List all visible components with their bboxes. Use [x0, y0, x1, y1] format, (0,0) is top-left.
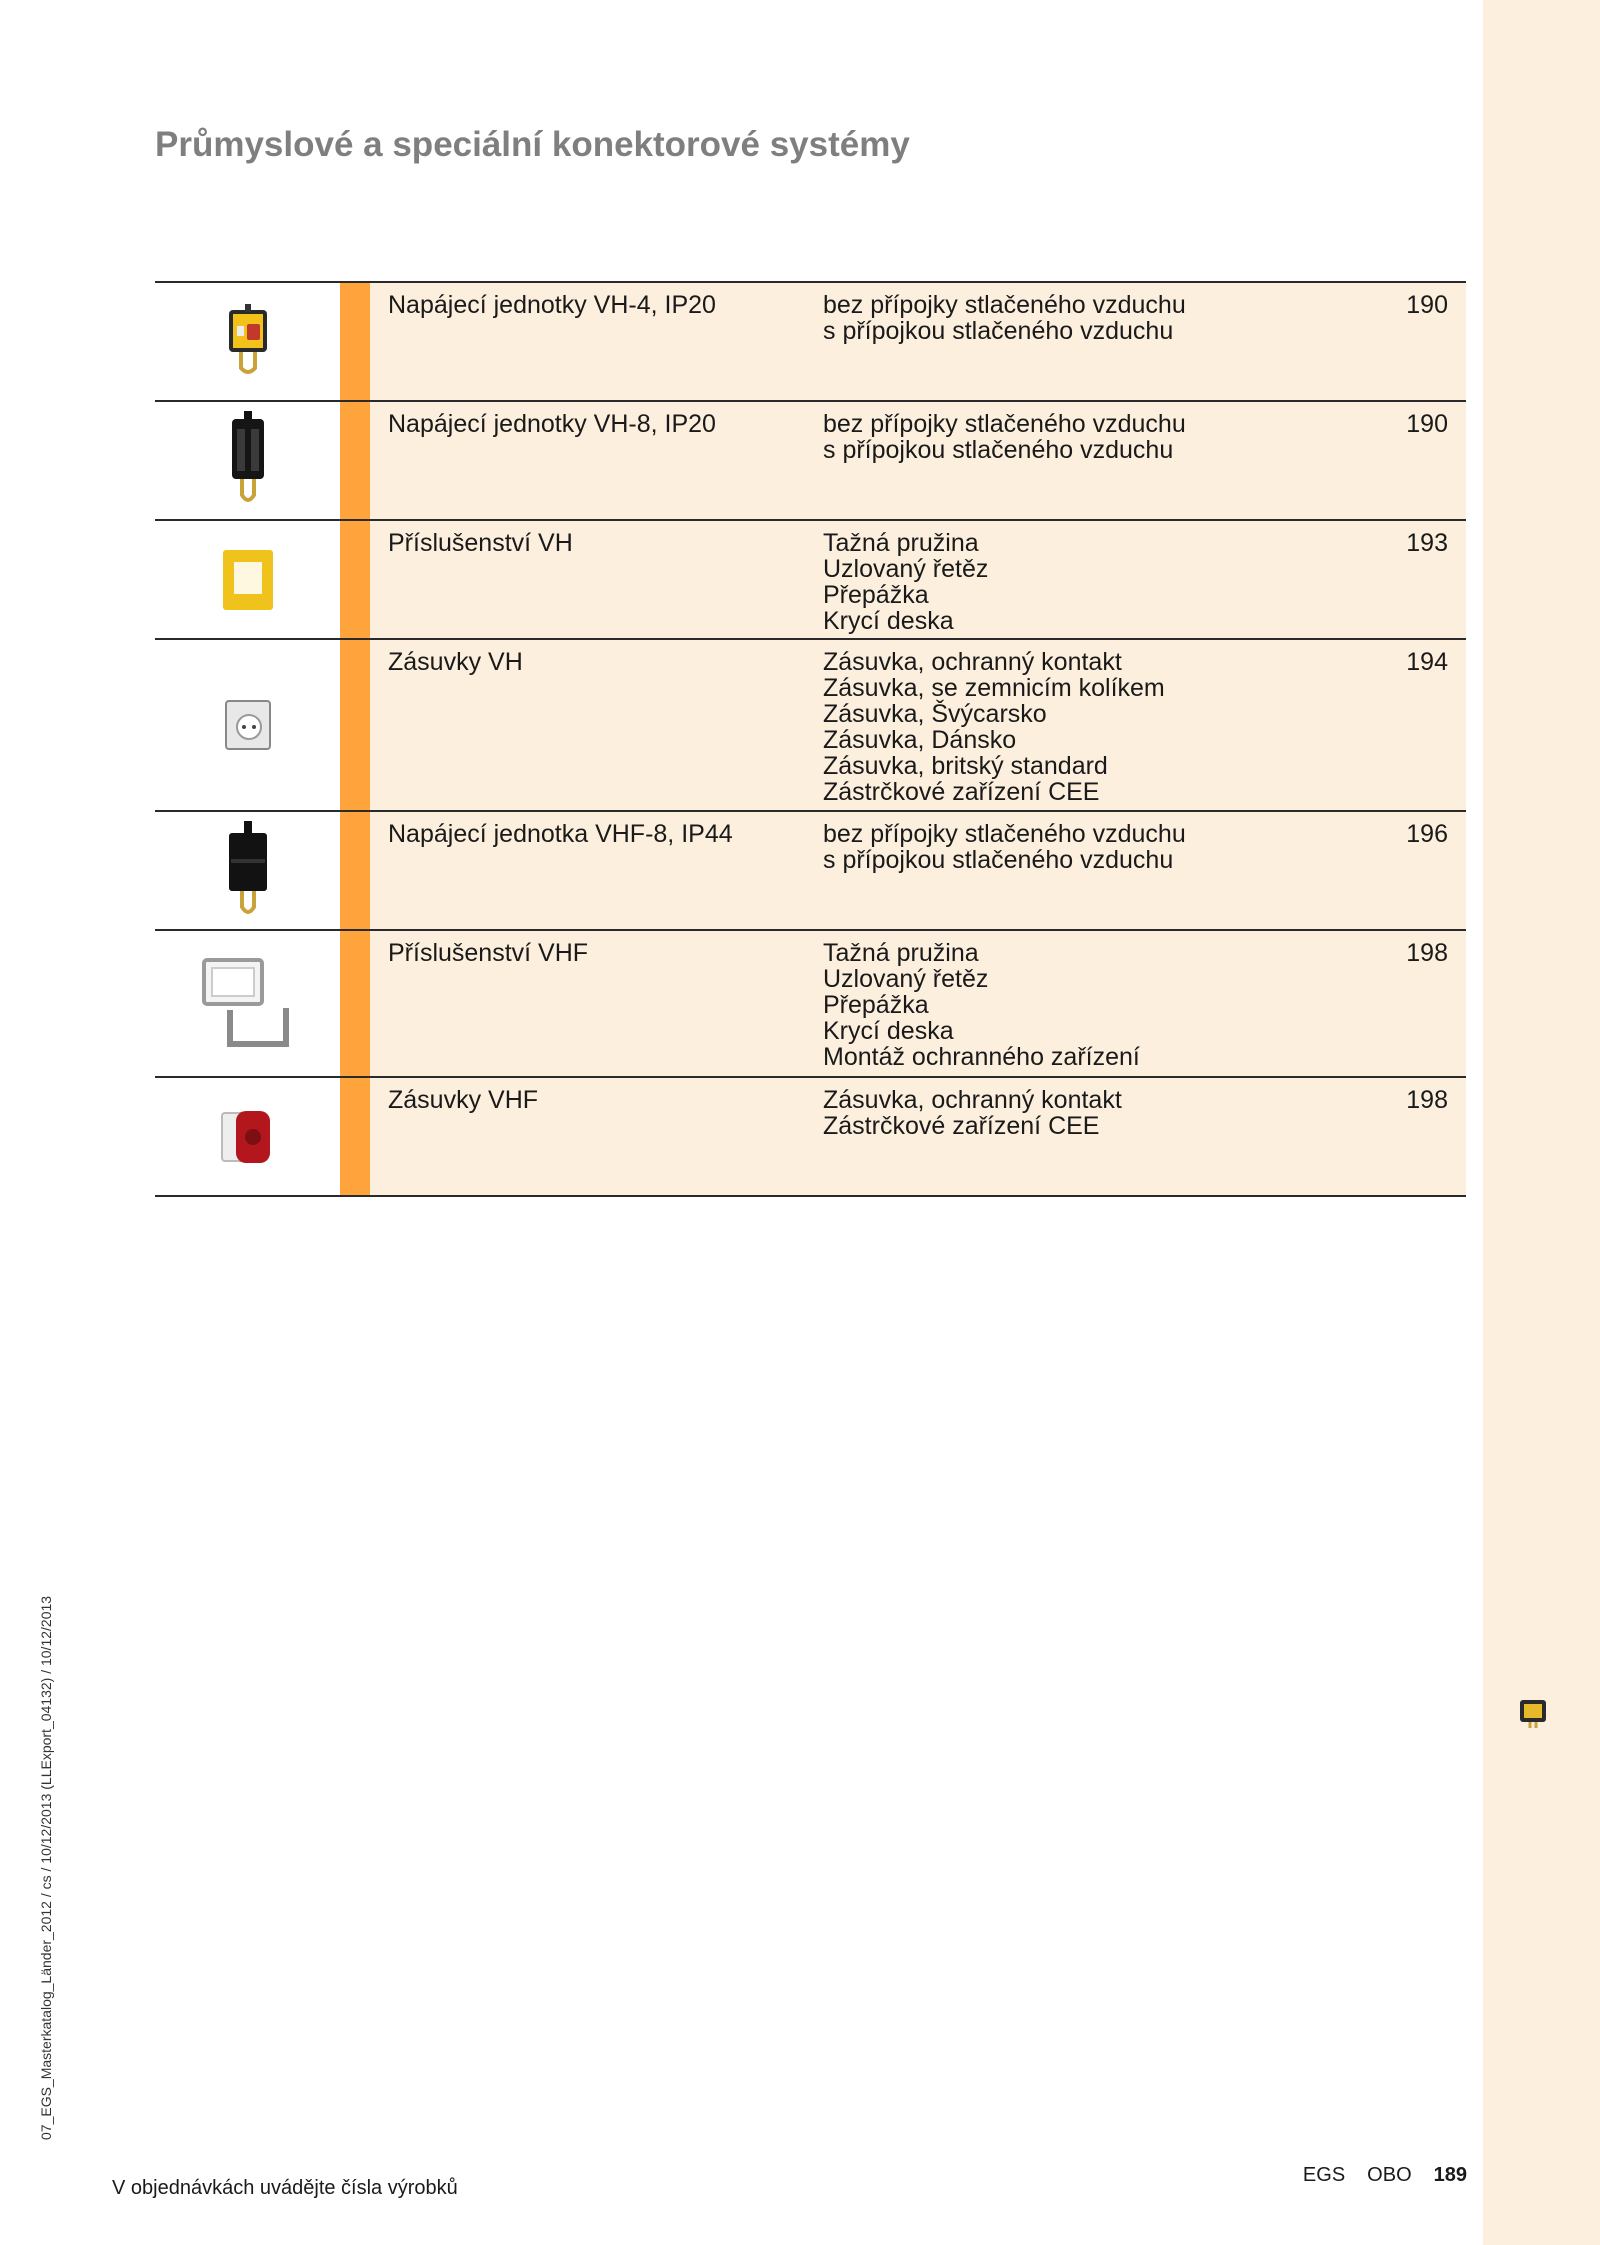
product-name: Napájecí jednotka VHF-8, IP44 [388, 820, 733, 848]
description-line: s přípojkou stlačeného vzduchu [823, 317, 1174, 345]
vertical-file-reference: 07_EGS_Masterkatalog_Länder_2012 / cs / 10/12/2013 (LLExport_04132) / 10/12/2013 [38, 1595, 54, 2140]
orange-accent-bar [340, 521, 370, 638]
page-number: 189 [1433, 2164, 1467, 2186]
page-reference: 190 [1406, 410, 1448, 438]
orange-accent-bar [340, 402, 370, 519]
page-reference: 194 [1406, 648, 1448, 676]
product-description [823, 640, 1323, 810]
description-line: Uzlovaný řetěz [823, 965, 989, 993]
description-line: s přípojkou stlačeného vzduchu [823, 846, 1174, 874]
description-line: Zástrčkové zařízení CEE [823, 1112, 1100, 1140]
page-reference: 196 [1406, 820, 1448, 848]
orange-accent-bar [340, 931, 370, 1076]
vhf8-power-unit-icon [155, 812, 340, 929]
description-line: bez přípojky stlačeného vzduchu [823, 410, 1186, 438]
description-line: Zásuvka, se zemnicím kolíkem [823, 674, 1165, 702]
product-description [823, 283, 1323, 400]
orange-accent-bar [340, 640, 370, 810]
description-line: Montáž ochranného zařízení [823, 1043, 1140, 1071]
product-description [823, 402, 1323, 519]
description-line: Přepážka [823, 991, 929, 1019]
socket-insert-icon [155, 640, 340, 810]
page-title: Průmyslové a speciální konektorové systémy [155, 125, 910, 164]
product-name: Napájecí jednotky VH-4, IP20 [388, 291, 716, 319]
product-name: Příslušenství VH [388, 529, 573, 557]
description-line: Tažná pružina [823, 529, 979, 557]
product-description [823, 1078, 1323, 1195]
table-row [155, 1076, 1466, 1197]
product-description [823, 812, 1323, 929]
vh8-power-unit-icon [155, 402, 340, 519]
description-line: bez přípojky stlačeného vzduchu [823, 820, 1186, 848]
product-name: Příslušenství VHF [388, 939, 589, 967]
power-unit-thumbnail-icon [1514, 1694, 1552, 1732]
description-line: s přípojkou stlačeného vzduchu [823, 436, 1174, 464]
table-row [155, 810, 1466, 929]
orange-accent-bar [340, 1078, 370, 1195]
order-note: V objednávkách uvádějte čísla výrobků [112, 2177, 458, 2199]
orange-accent-bar [340, 283, 370, 400]
description-line: Zásuvka, ochranný kontakt [823, 648, 1122, 676]
description-line: Přepážka [823, 581, 929, 609]
product-description [823, 521, 1323, 638]
side-color-strip [1483, 0, 1600, 2245]
description-line: Zásuvka, ochranný kontakt [823, 1086, 1122, 1114]
table-row [155, 638, 1466, 810]
description-line: Zásuvka, Švýcarsko [823, 700, 1047, 728]
description-line: Krycí deska [823, 607, 954, 635]
description-line: Zásuvka, Dánsko [823, 726, 1017, 754]
product-name: Zásuvky VH [388, 648, 523, 676]
table-row [155, 929, 1466, 1076]
brand-egs: EGS [1302, 2164, 1346, 2186]
cee-socket-icon [155, 1078, 340, 1195]
vh4-power-unit-icon [155, 283, 340, 400]
product-description [823, 931, 1323, 1076]
product-name: Napájecí jednotky VH-8, IP20 [388, 410, 716, 438]
description-line: Zásuvka, britský standard [823, 752, 1108, 780]
description-line: Zástrčkové zařízení CEE [823, 778, 1100, 806]
orange-accent-bar [340, 812, 370, 929]
page-reference: 198 [1406, 1086, 1448, 1114]
vhf-accessory-bracket-icon [155, 931, 340, 1076]
description-line: bez přípojky stlačeného vzduchu [823, 291, 1186, 319]
yellow-cover-plate-icon [155, 521, 340, 638]
page-reference: 190 [1406, 291, 1448, 319]
table-row [155, 400, 1466, 519]
table-row [155, 281, 1466, 400]
product-name: Zásuvky VHF [388, 1086, 539, 1114]
page-reference: 193 [1406, 529, 1448, 557]
page-reference: 198 [1406, 939, 1448, 967]
table-row [155, 519, 1466, 638]
description-line: Tažná pružina [823, 939, 979, 967]
description-line: Krycí deska [823, 1017, 954, 1045]
description-line: Uzlovaný řetěz [823, 555, 989, 583]
footer-brand-block [1303, 2164, 1467, 2187]
brand-obo: OBO [1367, 2164, 1412, 2186]
product-table [155, 281, 1466, 1197]
